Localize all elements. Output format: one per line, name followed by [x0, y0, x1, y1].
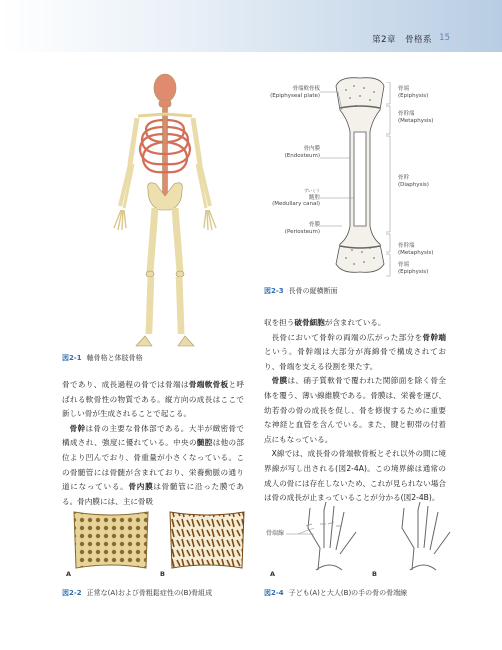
normal-bone-illustration	[70, 508, 152, 572]
fig-2-1-number: 図2-1	[62, 354, 82, 362]
right-paragraph-2: 長骨において骨幹の両端の広がった部分を骨幹端という。骨幹端は大部分が海綿骨で構成されており、骨端を支える役割を果たす。	[264, 332, 447, 371]
label-metaphysis-bottom: 骨幹端 (Metaphysis)	[398, 243, 434, 256]
skeleton-illustration	[90, 72, 240, 350]
fig-2-3-text: 長骨の縦横断面	[288, 287, 338, 295]
label-diaphysis: 骨幹 (Diaphysis)	[398, 175, 429, 188]
page-number: 15	[439, 33, 450, 43]
fig-2-4-text: 子ども(A)と大人(B)の手の骨の骨端線	[288, 589, 408, 597]
fig-2-2-label-a: A	[66, 570, 72, 578]
label-metaphysis-top: 骨幹端 (Metaphysis)	[398, 111, 434, 124]
adult-hand-xray	[394, 502, 464, 572]
fig-2-3-caption	[264, 286, 338, 296]
fig-2-2-number: 図2-2	[62, 589, 82, 597]
right-column-text	[264, 316, 446, 506]
fig-2-2-caption	[62, 588, 212, 598]
growth-line-label: 骨端線	[266, 530, 285, 537]
bone-region-brackets	[384, 82, 396, 278]
fig-2-1-text: 軸骨格と体肢骨格	[86, 354, 143, 362]
growth-line-leader	[286, 526, 316, 538]
left-paragraph-2: 骨幹は骨の主要な骨体部である。大半が緻密骨で構成され、強度に優れている。中央の髄腔は他の部位より凹んでおり、骨重量が小さくなっている。この骨髄管には骨髄が含まれており、栄養動脈の通り道になっている。骨内膜は骨髄管に沿った膜である。骨内膜には、主に骨吸	[62, 423, 245, 506]
fig-2-4-number: 図2-4	[264, 589, 284, 597]
label-periosteum: 骨膜 (Periosteum)	[284, 222, 320, 235]
label-epiphysis-bottom: 骨端 (Epiphysis)	[398, 262, 429, 275]
osteoporotic-bone-illustration	[166, 508, 248, 572]
fig-2-2-text: 正常な(A)および骨粗鬆症性の(B)骨組成	[86, 589, 213, 597]
label-epiphyseal-plate: 骨端軟骨板 (Epiphyseal plate)	[270, 86, 320, 99]
right-paragraph-3: 骨膜は、硝子質軟骨で覆われた関節面を除く骨全体を覆う、薄い線維膜である。骨膜は、栄養を運び、幼若骨の骨の成長を促し、骨を修復するために重要な神経と血管を含んでいる。また、腱と靭帯の付着点にもなっている。	[264, 376, 447, 444]
chapter-title: 第2章 骨格系	[372, 35, 432, 45]
label-endosteum: 骨内膜 (Endosteum)	[284, 146, 320, 159]
fig-2-2-label-b: B	[160, 570, 165, 578]
right-paragraph-4: X線では、成長骨の骨端軟骨板とそれ以外の間に境界線が写し出される(図2-4A)。この境界線は通常の成人の骨には存在しないため、これが見られない場合は骨の成長が止まっていることが分かる(図2-4B)。	[264, 449, 446, 503]
fig-2-4-label-a: A	[270, 570, 276, 578]
label-epiphysis-top: 骨端 (Epiphysis)	[398, 86, 429, 99]
right-paragraph-1: 収を担う破骨細胞が含まれている。	[264, 318, 386, 327]
fig-2-1-caption	[62, 353, 143, 363]
fig-2-4-caption	[264, 588, 407, 598]
left-paragraph-1: 骨であり、成長過程の骨では骨端は骨端軟骨板と呼ばれる軟骨性の物質である。縦方向の成長はここで新しい骨が生成されることで起こる。	[62, 380, 245, 419]
left-column-text	[62, 378, 244, 509]
fig-2-4-label-b: B	[372, 570, 377, 578]
label-medullary: ずいくう 髄腔 (Medullary canal)	[272, 188, 320, 208]
fig-2-3-number: 図2-3	[264, 287, 284, 295]
